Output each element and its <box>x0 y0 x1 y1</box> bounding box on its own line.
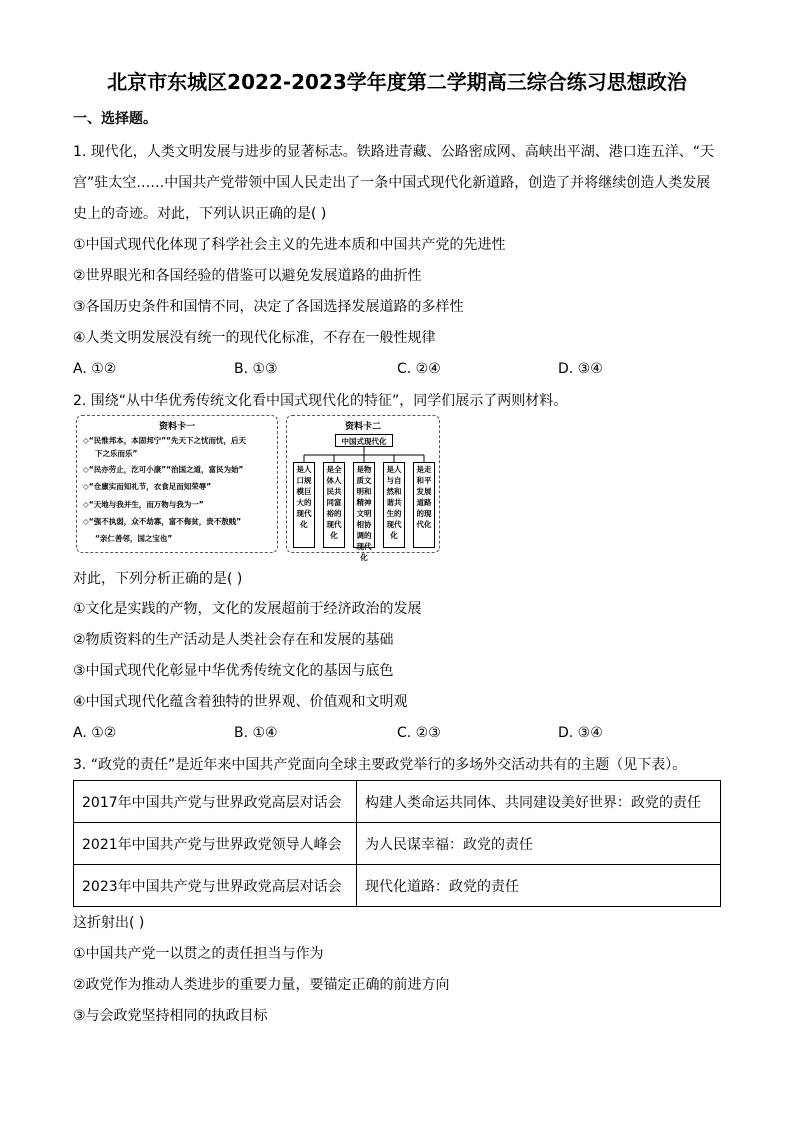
q1-option-a: A. ①② <box>73 361 117 377</box>
q3-stem: 3. “政党的责任”是近年来中国共产党面向全球主要政党举行的多场外交活动共有的主题（见下表）。 <box>73 757 687 773</box>
q3-statement: ①中国共产党一以贯之的责任担当与作为 <box>73 946 324 962</box>
q2-option-b: B. ①④ <box>234 725 278 741</box>
diagram-feature-box: 是走和平发展道路的现代化 <box>413 462 435 548</box>
card-quote: ◇“仓廪实而知礼节，衣食足而知荣辱” <box>83 482 212 491</box>
q2-statement: ②物质资料的生产活动是人类社会存在和发展的基础 <box>73 632 394 648</box>
material-card-one <box>76 415 278 553</box>
q3-statement: ③与会政党坚持相同的执政目标 <box>73 1008 268 1024</box>
q2-statement: ③中国式现代化彰显中华优秀传统文化的基因与底色 <box>73 663 394 679</box>
q2-option-a: A. ①② <box>73 725 117 741</box>
diagram-connectors <box>287 416 441 466</box>
table-cell: 2021年中国共产党与世界政党领导人峰会 <box>74 823 357 865</box>
q1-stem-line: 宫”驻太空……中国共产党带领中国人民走出了一条中国式现代化新道路，创造了并将继续创造人类发展 <box>73 175 711 191</box>
q2-stem: 2. 围绕“从中华优秀传统文化看中国式现代化的特征”，同学们展示了两则材料。 <box>73 393 568 409</box>
q1-statement: ④人类文明发展没有统一的现代化标准，不存在一般性规律 <box>73 330 436 346</box>
diagram-feature-box: 是全体人民共同富裕的现代化 <box>323 462 345 548</box>
party-dialogue-table <box>73 780 721 907</box>
card-quote: ◇“强不执弱，众不劫寡，富不侮贫，贵不敖贱” <box>83 517 242 526</box>
q1-option-b: B. ①③ <box>234 361 278 377</box>
q1-option-c: C. ②④ <box>397 361 441 377</box>
card-quote: “亲仁善邻，国之宝也” <box>95 534 173 543</box>
table-row <box>74 823 721 865</box>
card-quote: 下之乐而乐” <box>95 449 138 458</box>
table-cell: 为人民谋幸福：政党的责任 <box>357 823 721 865</box>
table-row <box>74 781 721 823</box>
card-quote: ◇“民亦劳止，汔可小康”“治国之道，富民为始” <box>83 465 244 474</box>
q2-statement: ④中国式现代化蕴含着独特的世界观、价值观和文明观 <box>73 694 408 710</box>
q3-ask: 这折射出( ) <box>73 915 145 931</box>
q2-option-c: C. ②③ <box>397 725 441 741</box>
diagram-feature-box: 是人与自然和谐共生的现代化 <box>383 462 405 548</box>
q1-stem-line: 史上的奇迹。对此，下列认识正确的是( ) <box>73 206 327 222</box>
table-cell: 现代化道路：政党的责任 <box>357 865 721 907</box>
card-title: 资料卡一 <box>158 422 195 432</box>
q1-statement: ③各国历史条件和国情不同，决定了各国选择发展道路的多样性 <box>73 299 464 315</box>
q1-stem-line: 1. 现代化，人类文明发展与进步的显著标志。铁路进青藏、公路密成网、高峡出平湖、港口连五洋、“天 <box>73 144 715 160</box>
diagram-feature-box: 是人口规模巨大的现代化 <box>293 462 315 548</box>
table-cell: 构建人类命运共同体、共同建设美好世界：政党的责任 <box>357 781 721 823</box>
q2-ask: 对此，下列分析正确的是( ) <box>73 571 243 587</box>
q2-option-d: D. ③④ <box>558 725 603 741</box>
diagram-feature-box: 是物质文明和精神文明相协调的现代化 <box>353 462 375 548</box>
table-cell: 2023年中国共产党与世界政党高层对话会 <box>74 865 357 907</box>
section-heading: 一、选择题。 <box>73 111 157 127</box>
q2-statement: ①文化是实践的产物，文化的发展超前于经济政治的发展 <box>73 601 422 617</box>
table-row <box>74 865 721 907</box>
card-title: 资料卡二 <box>344 422 381 432</box>
q3-statement: ②政党作为推动人类进步的重要力量，要锚定正确的前进方向 <box>73 977 450 993</box>
diagram-root-box: 中国式现代化 <box>335 434 393 447</box>
material-card-two <box>286 415 440 562</box>
q1-option-d: D. ③④ <box>558 361 603 377</box>
table-cell: 2017年中国共产党与世界政党高层对话会 <box>74 781 357 823</box>
q1-statement: ②世界眼光和各国经验的借鉴可以避免发展道路的曲折性 <box>73 268 422 284</box>
card-quote: ◇“天地与我并生，而万物与我为一” <box>83 500 204 509</box>
q1-statement: ①中国式现代化体现了科学社会主义的先进本质和中国共产党的先进性 <box>73 237 506 253</box>
page-title: 北京市东城区2022-2023学年度第二学期高三综合练习思想政治 <box>107 70 687 94</box>
card-quote: ◇“民惟邦本，本固邦宁”“先天下之忧而忧，后天 <box>83 436 247 445</box>
